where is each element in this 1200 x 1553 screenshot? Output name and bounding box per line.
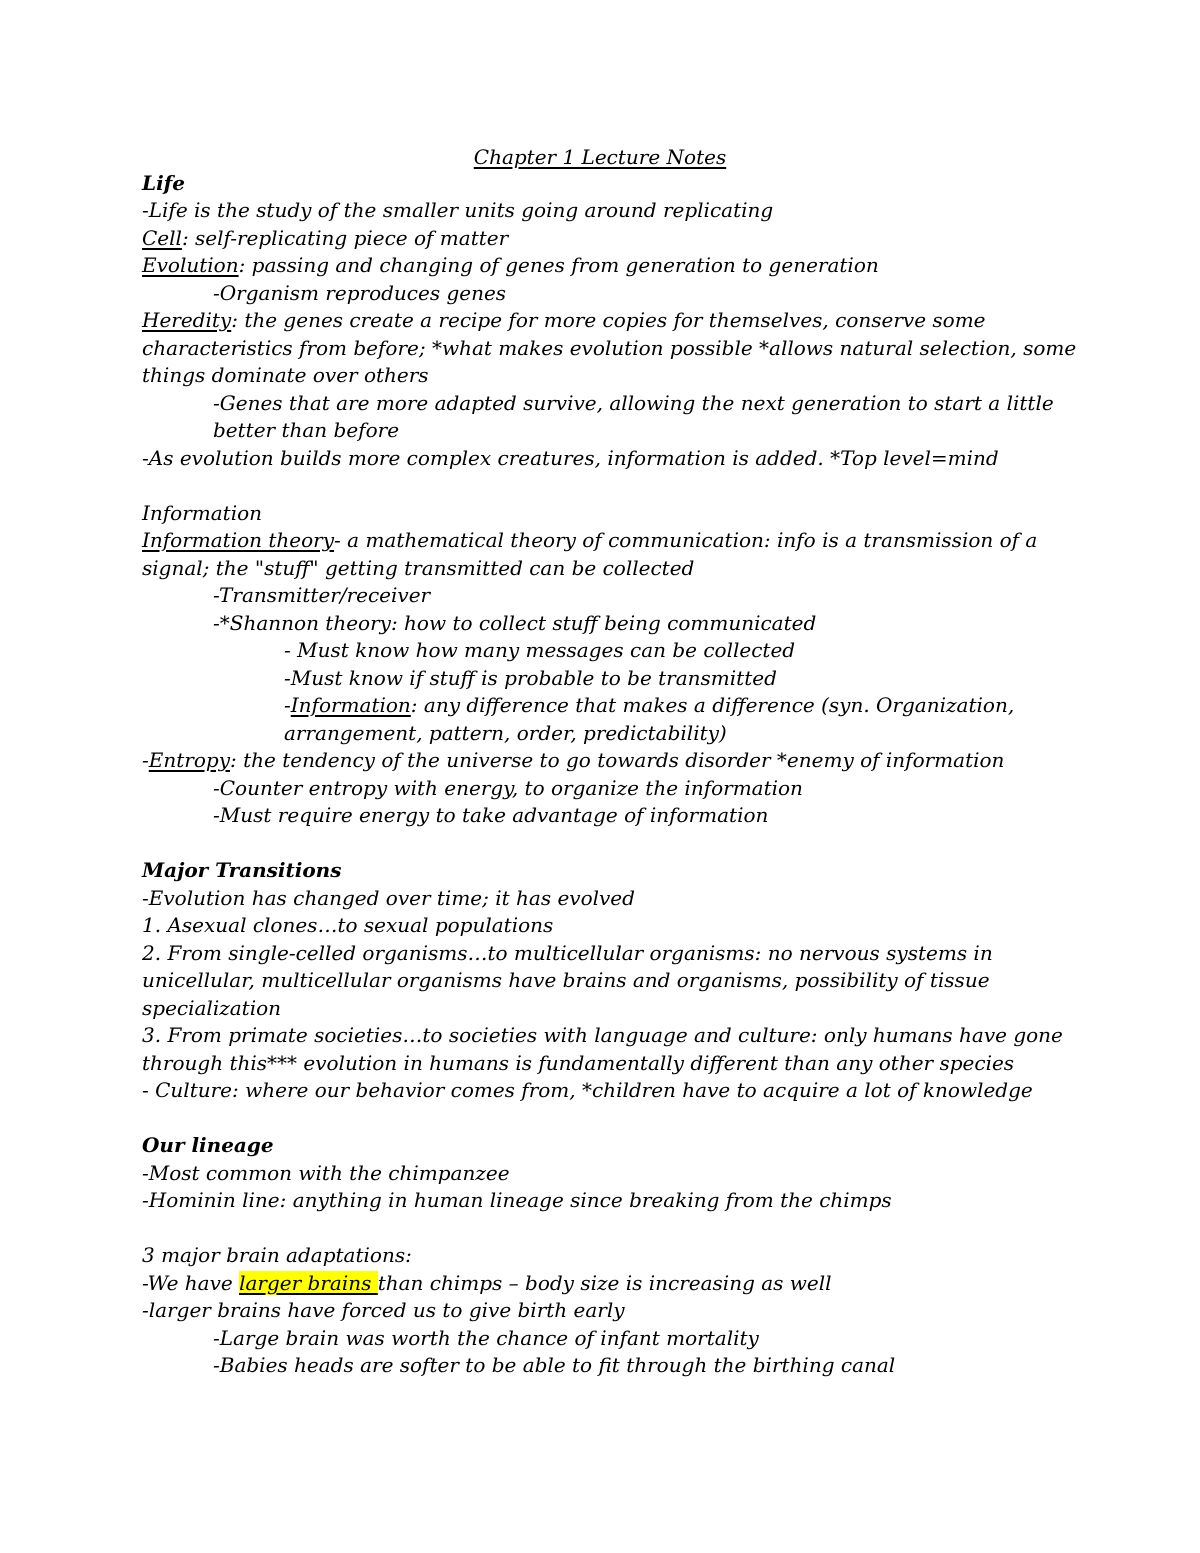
information-theory-definition	[142, 527, 1037, 555]
section-heading-major-transitions: Major Transitions	[142, 858, 342, 882]
entropy-definition-text: : the tendency of the universe to go towards disorder *enemy of information	[230, 748, 1005, 772]
cell-definition	[142, 225, 508, 253]
heredity-definition	[142, 307, 986, 335]
life-line-6: characteristics from before; *what makes evolution possible *allows natural selection, some	[142, 336, 1077, 360]
transitions-line-2: 1. Asexual clones…to sexual populations	[142, 913, 554, 937]
section-heading-brain-adaptations: 3 major brain adaptations:	[142, 1243, 412, 1267]
life-line-10: -As evolution builds more complex creatures, information is added. *Top level=mind	[142, 446, 999, 470]
brain-line-3: -Large brain was worth the chance of infant mortality	[213, 1326, 759, 1350]
information-line-8: arrangement, pattern, order, predictability)	[284, 721, 727, 745]
page-title: Chapter 1 Lecture Notes	[473, 145, 727, 169]
life-line-7: things dominate over others	[142, 363, 429, 387]
transitions-line-5: specialization	[142, 996, 282, 1020]
information-line-11: -Must require energy to take advantage of information	[213, 803, 769, 827]
information-line-6: -Must know if stuff is probable to be transmitted	[284, 666, 777, 690]
life-line-9: better than before	[213, 418, 400, 442]
dash: -	[284, 693, 291, 717]
dash: -	[142, 748, 149, 772]
brain-line-1-end: than chimps – body size is increasing as well	[377, 1271, 832, 1295]
life-line-4: -Organism reproduces genes	[213, 281, 507, 305]
information-line-3: -Transmitter/receiver	[213, 583, 431, 607]
transitions-line-8: - Culture: where our behavior comes from, *children have to acquire a lot of knowledge	[142, 1078, 1033, 1102]
term-information-theory: Information theory	[142, 528, 335, 552]
term-entropy: Entropy	[148, 748, 230, 772]
term-heredity: Heredity	[142, 308, 232, 332]
life-line-8: -Genes that are more adapted survive, allowing the next generation to start a little	[213, 391, 1054, 415]
information-line-2: signal; the "stuff" getting transmitted can be collected	[142, 556, 695, 580]
section-heading-our-lineage: Our lineage	[142, 1133, 274, 1157]
life-line-1: -Life is the study of the smaller units going around replicating	[142, 198, 774, 222]
brain-line-1-start: -We have	[142, 1271, 240, 1295]
section-heading-life: Life	[142, 171, 185, 195]
information-line-4: -*Shannon theory: how to collect stuff being communicated	[213, 611, 817, 635]
brain-line-2: -larger brains have forced us to give birth early	[142, 1298, 625, 1322]
information-definition	[284, 692, 1014, 720]
cell-definition-text: : self-replicating piece of matter	[181, 226, 509, 250]
information-line-5: - Must know how many messages can be collected	[284, 638, 796, 662]
transitions-line-3: 2. From single-celled organisms…to multicellular organisms: no nervous systems in	[142, 941, 993, 965]
highlighted-larger-brains: larger brains	[239, 1271, 378, 1295]
term-information: Information	[290, 693, 411, 717]
brain-line-4: -Babies heads are softer to be able to fit through the birthing canal	[213, 1353, 896, 1377]
evolution-definition-text: : passing and changing of genes from generation to generation	[238, 253, 879, 277]
transitions-line-4: unicellular, multicellular organisms have brains and organisms, possibility of tissue	[142, 968, 990, 992]
transitions-line-6: 3. From primate societies…to societies with language and culture: only humans have gone	[142, 1023, 1063, 1047]
lineage-line-1: -Most common with the chimpanzee	[142, 1161, 510, 1185]
evolution-definition	[142, 252, 879, 280]
term-evolution: Evolution	[142, 253, 239, 277]
heredity-definition-text: : the genes create a recipe for more copies for themselves, conserve some	[231, 308, 986, 332]
information-definition-text: : any difference that makes a difference (syn. Organization,	[410, 693, 1015, 717]
transitions-line-7: through this*** evolution in humans is fundamentally different than any other species	[142, 1051, 1015, 1075]
section-heading-information: Information	[142, 501, 263, 525]
entropy-definition	[142, 747, 1004, 775]
information-line-10: -Counter entropy with energy, to organize the information	[213, 776, 803, 800]
information-theory-text: - a mathematical theory of communication: info is a transmission of a	[334, 528, 1038, 552]
transitions-line-1: -Evolution has changed over time; it has evolved	[142, 886, 635, 910]
brain-line-1	[142, 1270, 832, 1298]
lineage-line-2: -Hominin line: anything in human lineage since breaking from the chimps	[142, 1188, 892, 1212]
term-cell: Cell	[142, 226, 182, 250]
